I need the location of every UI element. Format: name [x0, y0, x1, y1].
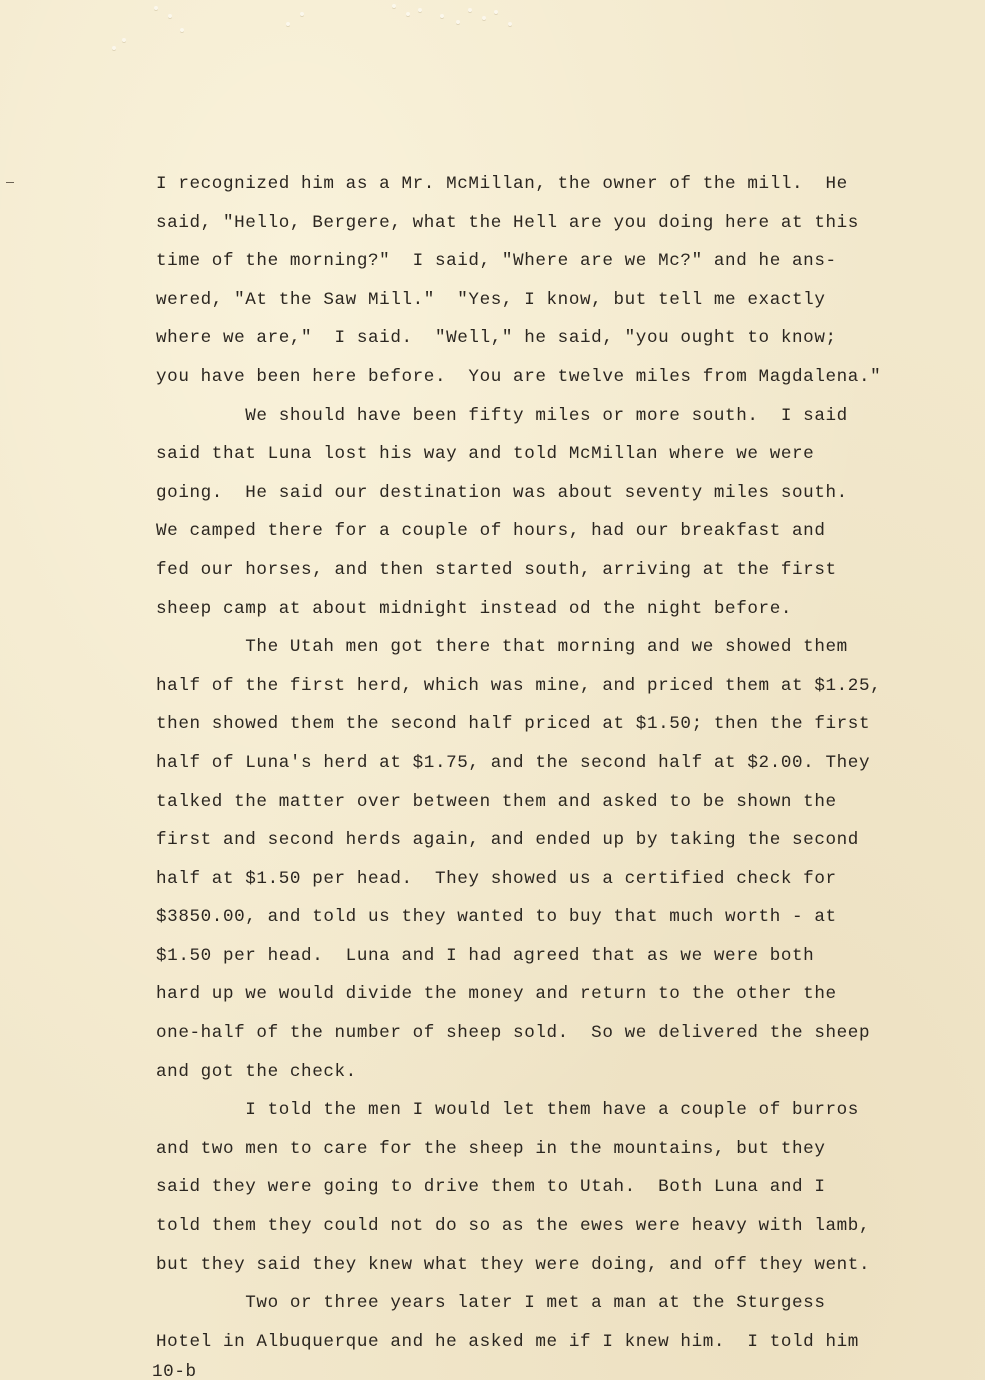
text-line: and got the check. [156, 1061, 357, 1082]
text-line: you have been here before. You are twelve miles from Magdalena." [156, 366, 882, 387]
text-line: said they were going to drive them to Utah. Both Luna and I [156, 1177, 826, 1198]
text-line: said, "Hello, Bergere, what the Hell are you doing here at this [156, 212, 859, 233]
text-line: told them they could not do so as the ewes were heavy with lamb, [156, 1216, 871, 1237]
text-line: time of the morning?" I said, "Where are we Mc?" and he ans- [156, 251, 837, 272]
text-line: half at $1.50 per head. They showed us a certified check for [156, 868, 837, 889]
text-line: I told the men I would let them have a couple of burros [156, 1100, 859, 1121]
margin-mark [6, 182, 14, 183]
text-line: The Utah men got there that morning and we showed them [156, 637, 848, 658]
text-line: half of the first herd, which was mine, and priced them at $1.25, [156, 675, 882, 696]
text-line: going. He said our destination was about seventy miles south. [156, 482, 848, 503]
embossed-seal-marks [110, 0, 530, 60]
text-line: fed our horses, and then started south, arriving at the first [156, 559, 837, 580]
text-line: hard up we would divide the money and return to the other the [156, 984, 837, 1005]
text-line: said that Luna lost his way and told McMillan where we were [156, 444, 815, 465]
text-line: I recognized him as a Mr. McMillan, the owner of the mill. He [156, 174, 848, 194]
text-line: where we are," I said. "Well," he said, "you ought to know; [156, 328, 837, 349]
text-line: first and second herds again, and ended up by taking the second [156, 830, 859, 851]
text-line: $3850.00, and told us they wanted to buy that much worth - at [156, 907, 837, 928]
page-number: 10-b [152, 1362, 197, 1380]
text-line: talked the matter over between them and asked to be shown the [156, 791, 837, 812]
text-line: Hotel in Albuquerque and he asked me if I knew him. I told him [156, 1331, 859, 1352]
text-line: half of Luna's herd at $1.75, and the second half at $2.00. They [156, 752, 871, 773]
text-line: Two or three years later I met a man at the Sturgess [156, 1293, 826, 1314]
text-line: wered, "At the Saw Mill." "Yes, I know, but tell me exactly [156, 289, 826, 310]
text-line: sheep camp at about midnight instead od the night before. [156, 598, 793, 619]
text-line: $1.50 per head. Luna and I had agreed that as we were both [156, 945, 815, 966]
text-line: but they said they knew what they were doing, and off they went. [156, 1254, 871, 1275]
text-line: We camped there for a couple of hours, had our breakfast and [156, 521, 826, 542]
text-line: We should have been fifty miles or more south. I said [156, 405, 848, 426]
text-line: and two men to care for the sheep in the mountains, but they [156, 1138, 826, 1159]
text-line: one-half of the number of sheep sold. So we delivered the sheep [156, 1023, 871, 1044]
typewritten-text [156, 165, 946, 1361]
text-line: then showed them the second half priced at $1.50; then the first [156, 714, 871, 735]
